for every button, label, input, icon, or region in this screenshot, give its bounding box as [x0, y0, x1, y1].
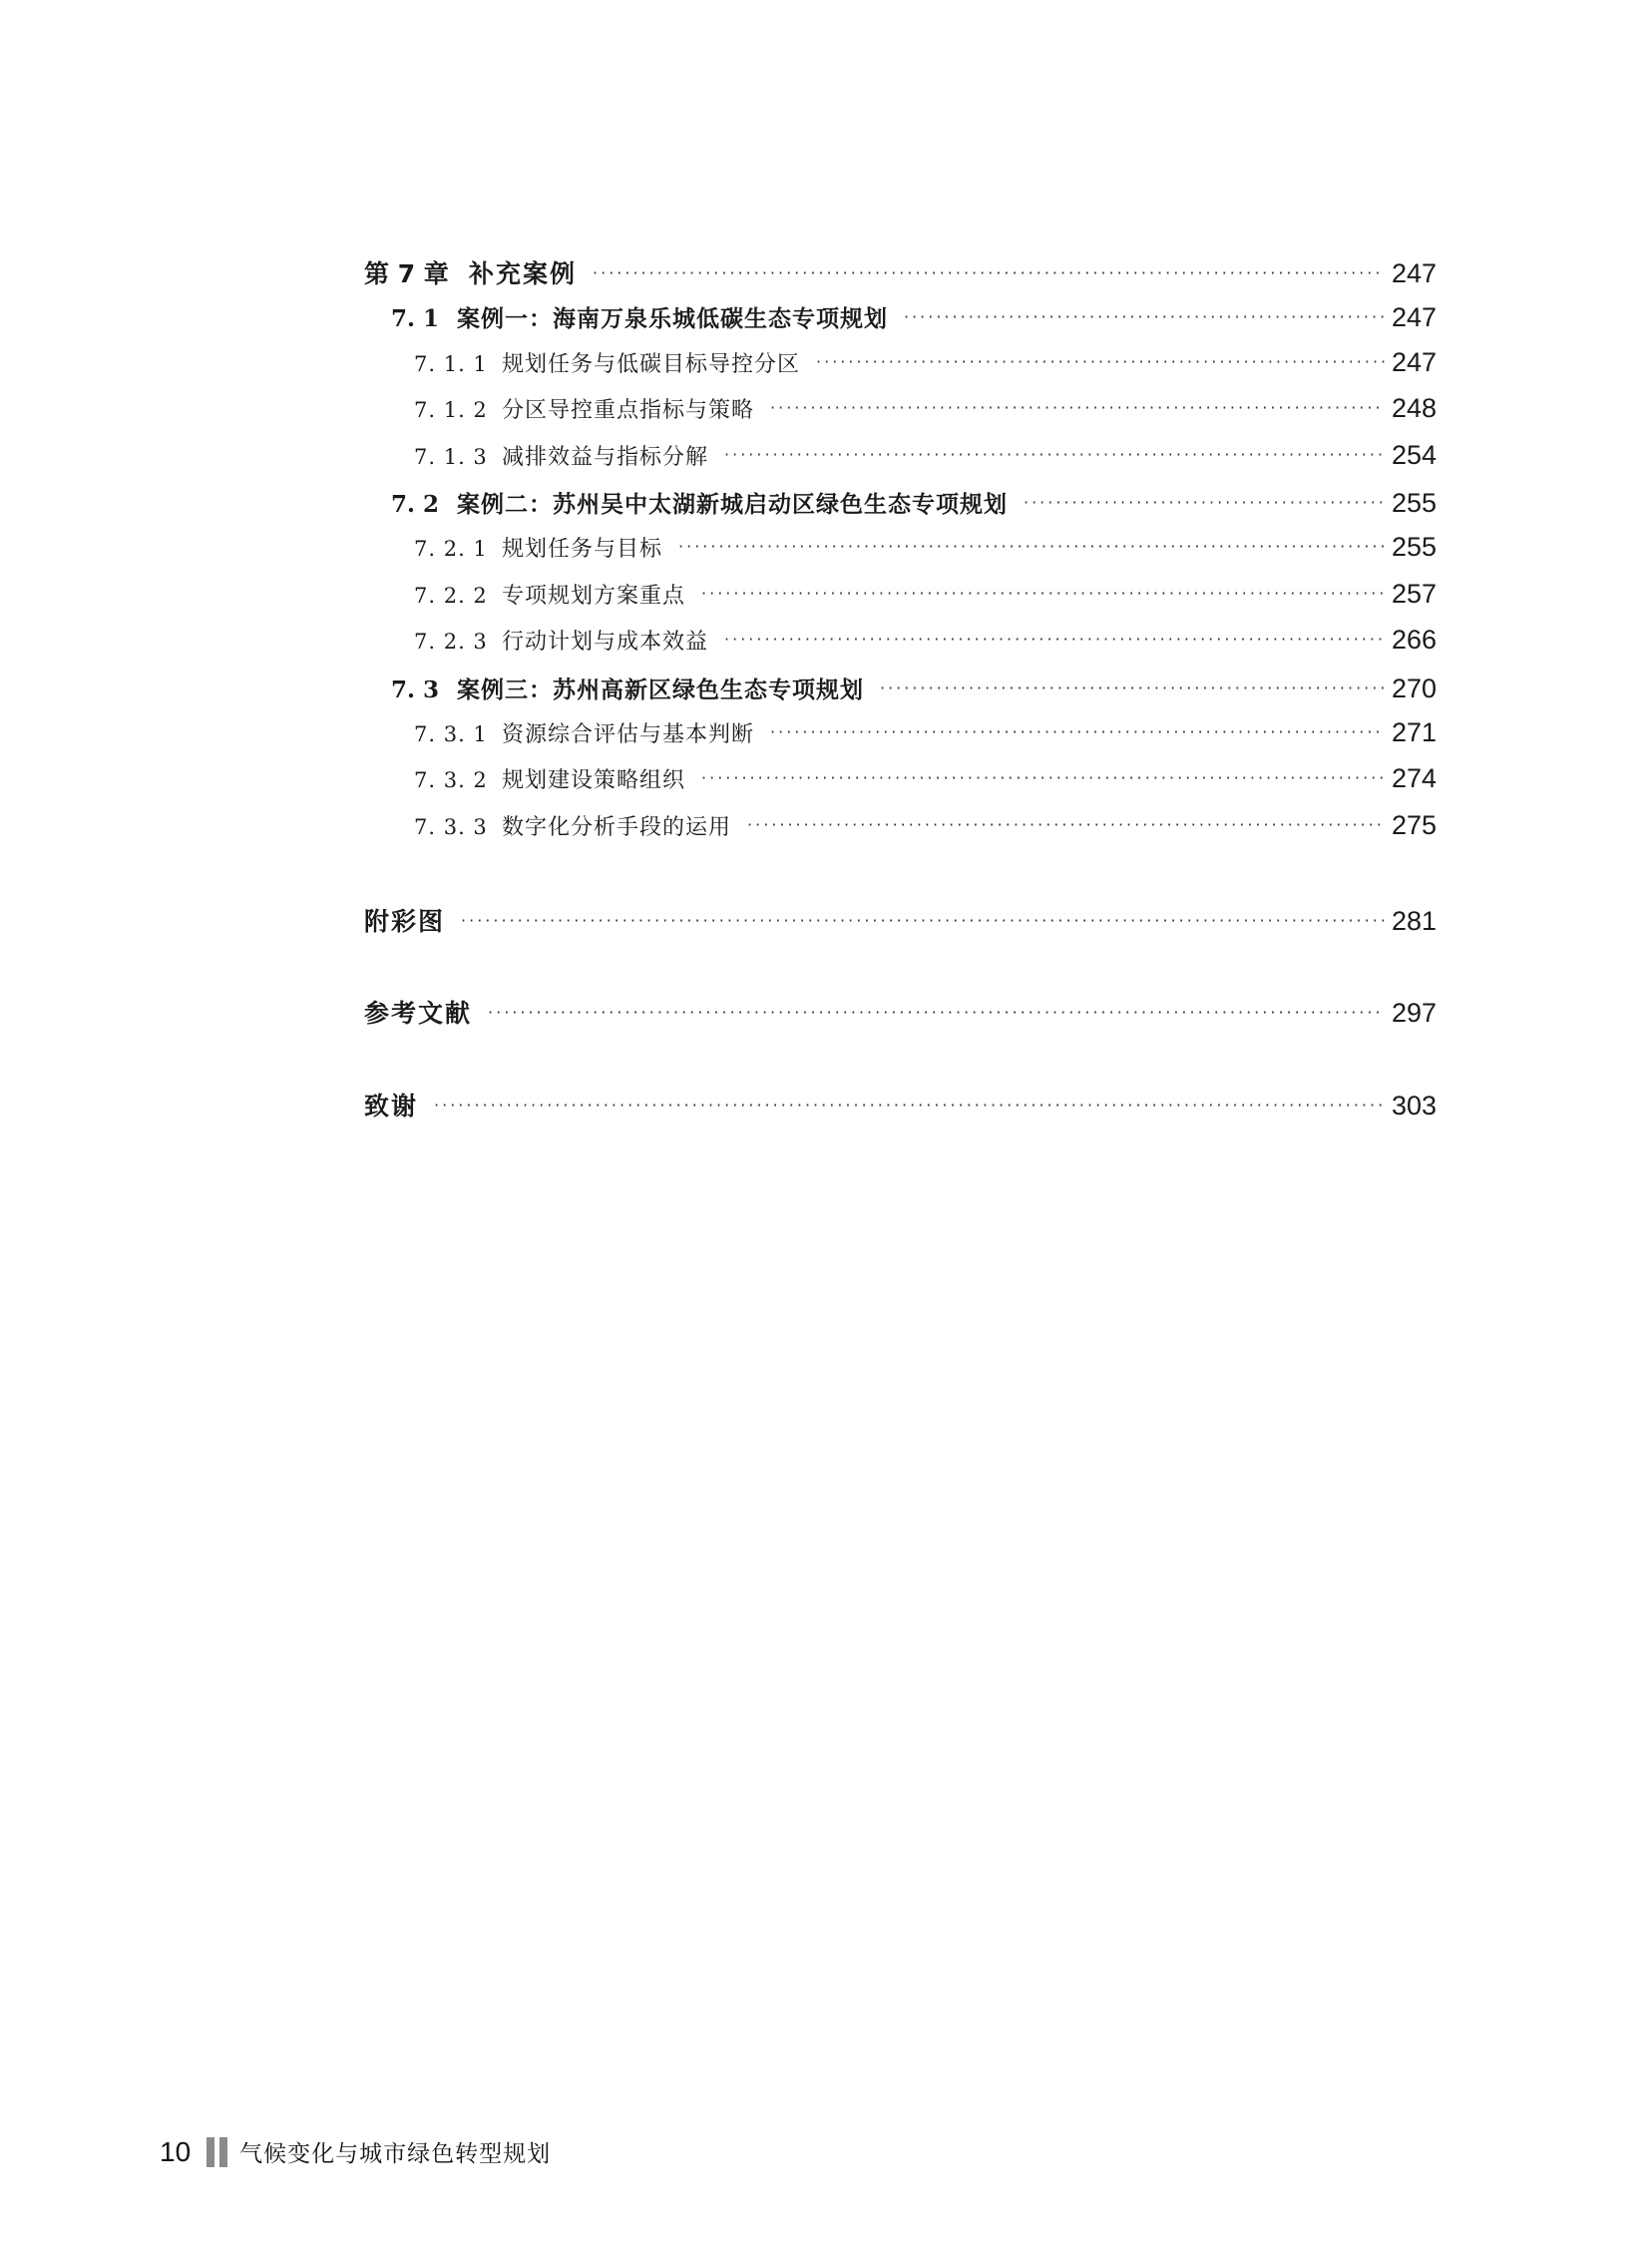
toc-entry-section-7-3-3[interactable]: [364, 810, 1437, 856]
toc-entry-number: 7. 3. 3: [414, 814, 488, 839]
page-number: 10: [160, 2135, 192, 2167]
toc-entry-title: 规划任务与低碳目标导控分区: [502, 351, 801, 377]
dot-leader: [701, 768, 1385, 787]
toc-entry-section-7-3[interactable]: [364, 672, 1437, 717]
dot-leader: [701, 584, 1385, 603]
toc-entry-page: 257: [1391, 578, 1437, 609]
toc-entry-page: 247: [1391, 258, 1437, 288]
toc-entry-section-7-3-2[interactable]: [364, 763, 1437, 809]
toc-entry-number: 7. 3. 2: [414, 768, 488, 793]
dot-leader: [904, 307, 1385, 326]
toc-entry-section-7-1-2[interactable]: [364, 393, 1437, 439]
toc-entry-number: 7. 3: [391, 676, 440, 703]
toc-entry-title: 案例一：海南万泉乐城低碳生态专项规划: [457, 306, 888, 333]
toc-entry-title: 补充案例: [469, 259, 578, 288]
toc-entry-number: 7. 1. 1: [414, 351, 488, 376]
page-footer: [160, 2135, 551, 2168]
toc-entry-section-7-1-3[interactable]: [364, 440, 1437, 486]
toc-entry-number: 7. 2. 3: [414, 630, 488, 655]
footer-divider-bars: [206, 2137, 227, 2167]
toc-entry-title: 案例三：苏州高新区绿色生态专项规划: [457, 677, 864, 703]
toc-entry-section-7-2-1[interactable]: [364, 532, 1437, 578]
dot-leader: [770, 398, 1385, 417]
toc-entry-number: 7. 2. 2: [414, 583, 488, 608]
toc-entry-number: 7. 1: [391, 305, 440, 333]
toc-entry-title: 参考文献: [364, 999, 473, 1029]
toc-entry-page: 247: [1391, 302, 1437, 333]
toc-entry-page: 248: [1391, 393, 1437, 424]
toc-entry-title: 致谢: [364, 1091, 419, 1121]
toc-entry-page: 255: [1391, 532, 1437, 563]
toc-entry-title: 附彩图: [364, 907, 446, 937]
toc-entry-title: 规划任务与目标: [502, 537, 663, 563]
toc-entry-number: 第 7 章: [364, 259, 449, 288]
toc-entry-number: 7. 1. 3: [414, 444, 488, 469]
dot-leader: [678, 537, 1385, 556]
dot-leader: [724, 445, 1385, 464]
toc-entry-page: 281: [1391, 906, 1437, 937]
toc-entry-title: 资源综合评估与基本判断: [502, 721, 755, 747]
toc-entry-title: 行动计划与成本效益: [502, 630, 709, 656]
toc-entry-number: 7. 2: [391, 490, 440, 518]
toc-entry-page: 297: [1391, 998, 1437, 1029]
toc-entry-section-7-2[interactable]: [364, 486, 1437, 532]
toc-entry-page: 275: [1391, 809, 1437, 840]
toc-entry-acknowledgements[interactable]: [364, 1087, 1437, 1132]
toc-entry-page: 255: [1391, 487, 1437, 518]
toc-entry-page: 274: [1391, 763, 1437, 794]
dot-leader: [816, 352, 1385, 371]
running-book-title: 气候变化与城市绿色转型规划: [239, 2141, 552, 2167]
toc-entry-chapter-7[interactable]: [364, 254, 1437, 300]
dot-leader: [1024, 493, 1385, 512]
toc-entry-section-7-3-1[interactable]: [364, 717, 1437, 763]
toc-entry-title: 分区导控重点指标与策略: [502, 398, 755, 424]
dot-leader: [434, 1096, 1385, 1115]
dot-leader: [724, 630, 1385, 649]
toc-entry-color-plates[interactable]: [364, 902, 1437, 948]
toc-entry-section-7-1-1[interactable]: [364, 347, 1437, 393]
table-of-contents: [364, 254, 1437, 1132]
toc-entry-number: 7. 1. 2: [414, 398, 488, 423]
toc-entry-references[interactable]: [364, 994, 1437, 1040]
toc-entry-section-7-2-2[interactable]: [364, 579, 1437, 625]
toc-entry-page: 270: [1391, 673, 1437, 703]
dot-leader: [593, 263, 1385, 282]
toc-entry-page: 247: [1391, 346, 1437, 377]
toc-entry-page: 254: [1391, 439, 1437, 470]
dot-leader: [880, 678, 1385, 697]
dot-leader: [461, 911, 1385, 930]
dot-leader: [747, 815, 1385, 834]
toc-entry-title: 数字化分析手段的运用: [502, 814, 732, 840]
toc-entry-number: 7. 3. 1: [414, 721, 488, 746]
toc-entry-title: 案例二：苏州吴中太湖新城启动区绿色生态专项规划: [457, 491, 1008, 518]
toc-entry-page: 266: [1391, 625, 1437, 656]
toc-entry-title: 专项规划方案重点: [502, 583, 686, 609]
toc-entry-section-7-1[interactable]: [364, 300, 1437, 346]
dot-leader: [488, 1003, 1385, 1022]
toc-entry-page: 303: [1391, 1090, 1437, 1121]
toc-entry-number: 7. 2. 1: [414, 537, 488, 562]
toc-entry-section-7-2-3[interactable]: [364, 625, 1437, 671]
toc-entry-title: 减排效益与指标分解: [502, 444, 709, 470]
toc-entry-page: 271: [1391, 716, 1437, 747]
dot-leader: [770, 722, 1385, 741]
toc-entry-title: 规划建设策略组织: [502, 768, 686, 794]
